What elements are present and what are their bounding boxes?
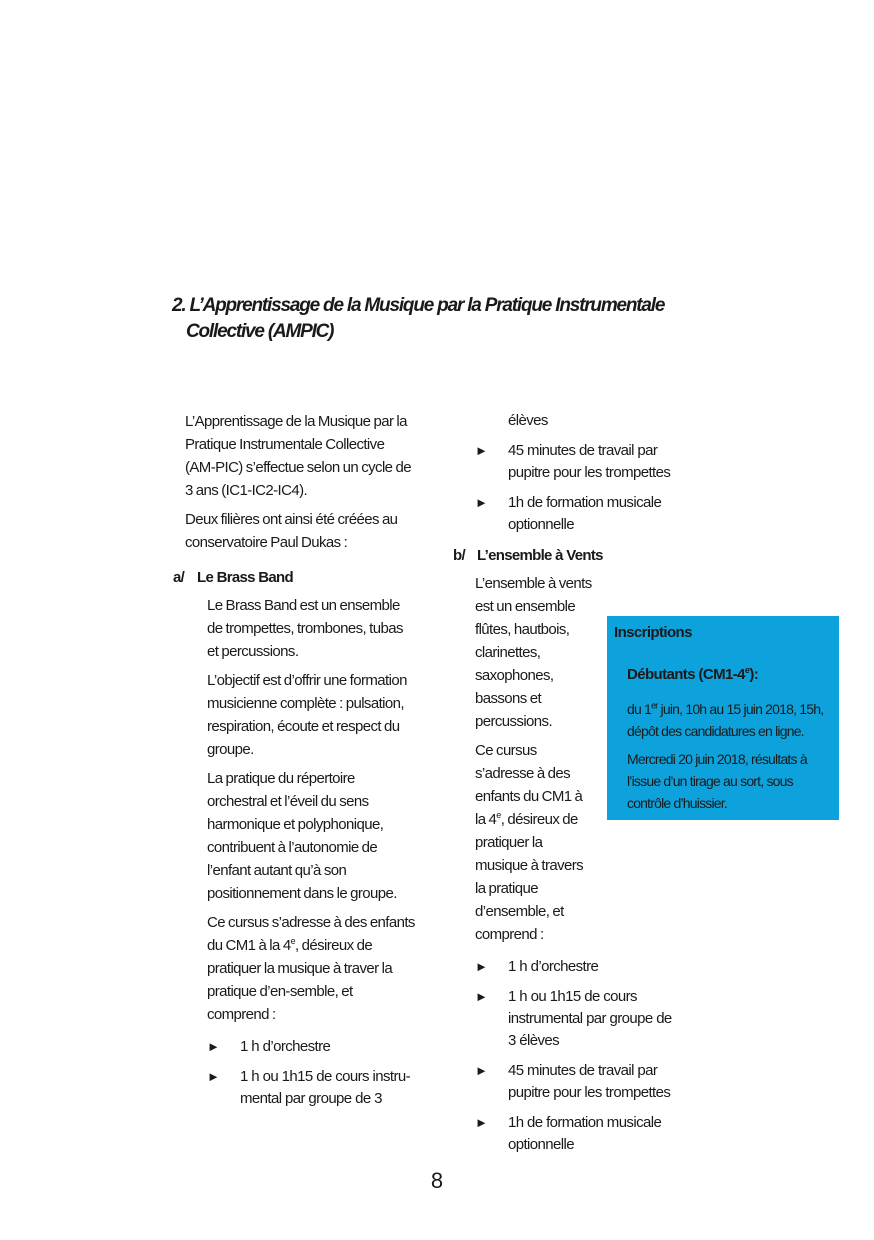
wind-ensemble-paragraph-1: L’ensemble à vents est un ensemble flûtes, hautbois, clarinettes, saxophones, bassons et percussions. [475, 575, 592, 730]
section-title-line1: 2. L’Apprentissage de la Musique par la Pratique Instrumentale [172, 295, 665, 316]
intro-paragraph-1: L’Apprentissage de la Musique par la Pratique Instrumentale Collective (AM-PIC) s’effectue selon un cycle de 3 ans (IC1-IC2-IC4). [185, 413, 411, 499]
list-item: élèves [508, 412, 548, 429]
intro-paragraph-2: Deux filières ont ainsi été créées au conservatoire Paul Dukas : [185, 511, 398, 551]
brass-band-list [207, 1036, 415, 1110]
subsection-title-b: L’ensemble à Vents [477, 547, 603, 564]
list-item: ► 1h de formation musicale optionnelle [475, 1114, 662, 1153]
brass-band-paragraph-1: Le Brass Band est un ensemble de trompettes, trombones, tubas et percussions. [207, 597, 403, 660]
page-number: 8 [430, 1168, 444, 1193]
brass-band-paragraph-2: L’objectif est d’offrir une formation musicienne complète : pulsation, respiration, écoute et respect du groupe. [207, 672, 407, 758]
brass-band-body [185, 594, 415, 1110]
brass-band-paragraph-3: La pratique du répertoire orchestral et l’éveil du sens harmonique et polyphonique, contribuent à l’autonomie de l’enfant autant qu’à son positionnement dans le groupe. [207, 770, 397, 902]
subsection-letter-a: a/ [173, 569, 185, 586]
subsection-heading-a [173, 566, 415, 589]
wind-ensemble-list [475, 956, 675, 1156]
beginners-heading: Débutants (CM1-4e): [627, 665, 759, 683]
section-title-line2: Collective (AMPIC) [186, 321, 334, 342]
arrow-right-icon: ► [475, 1115, 488, 1130]
wind-ensemble-paragraph-2: Ce cursus s’adresse à des enfants du CM1 à la 4e, désireux de pratiquer la musique à travers la pratique d’ensemble, et comprend : [475, 742, 584, 943]
arrow-right-icon: ► [475, 959, 488, 974]
list-item: ► 1 h d’orchestre [475, 956, 675, 978]
arrow-right-icon: ► [207, 1069, 220, 1084]
subsection-title-a: Le Brass Band [197, 569, 293, 586]
arrow-right-icon: ► [475, 443, 488, 458]
left-column [173, 410, 415, 1118]
arrow-right-icon: ► [207, 1039, 220, 1054]
inscriptions-heading: Inscriptions [614, 624, 692, 641]
registration-dates: du 1er juin, 10h au 15 juin 2018, 15h, dépôt des candidatures en ligne. [627, 700, 824, 739]
brass-band-paragraph-4: Ce cursus s’adresse à des enfants du CM1 à la 4e, désireux de pratiquer la musique à traver la pratique d’en-semble, et comprend : [207, 914, 415, 1023]
list-item: ► 1 h ou 1h15 de cours instru-mental par groupe de 3 [207, 1068, 410, 1107]
arrow-right-icon: ► [475, 495, 488, 510]
list-item: ► 1 h d’orchestre [207, 1036, 415, 1058]
list-item: ► 45 minutes de travail par pupitre pour les trompettes [475, 1062, 671, 1101]
list-item: ► 1h de formation musicale optionnelle [475, 494, 662, 533]
section-title [172, 293, 732, 345]
list-item: ► 45 minutes de travail par pupitre pour les trompettes [475, 442, 671, 481]
brass-band-list-continued [475, 410, 675, 536]
subsection-heading-b [453, 544, 675, 567]
arrow-right-icon: ► [475, 1063, 488, 1078]
results-date: Mercredi 20 juin 2018, résultats à l’issue d’un tirage au sort, sous contrôle d’huissier. [627, 751, 807, 811]
subsection-letter-b: b/ [453, 547, 465, 564]
inscriptions-box [607, 616, 839, 820]
list-item: ► 1 h ou 1h15 de cours instrumental par groupe de 3 élèves [475, 988, 672, 1049]
arrow-right-icon: ► [475, 989, 488, 1004]
